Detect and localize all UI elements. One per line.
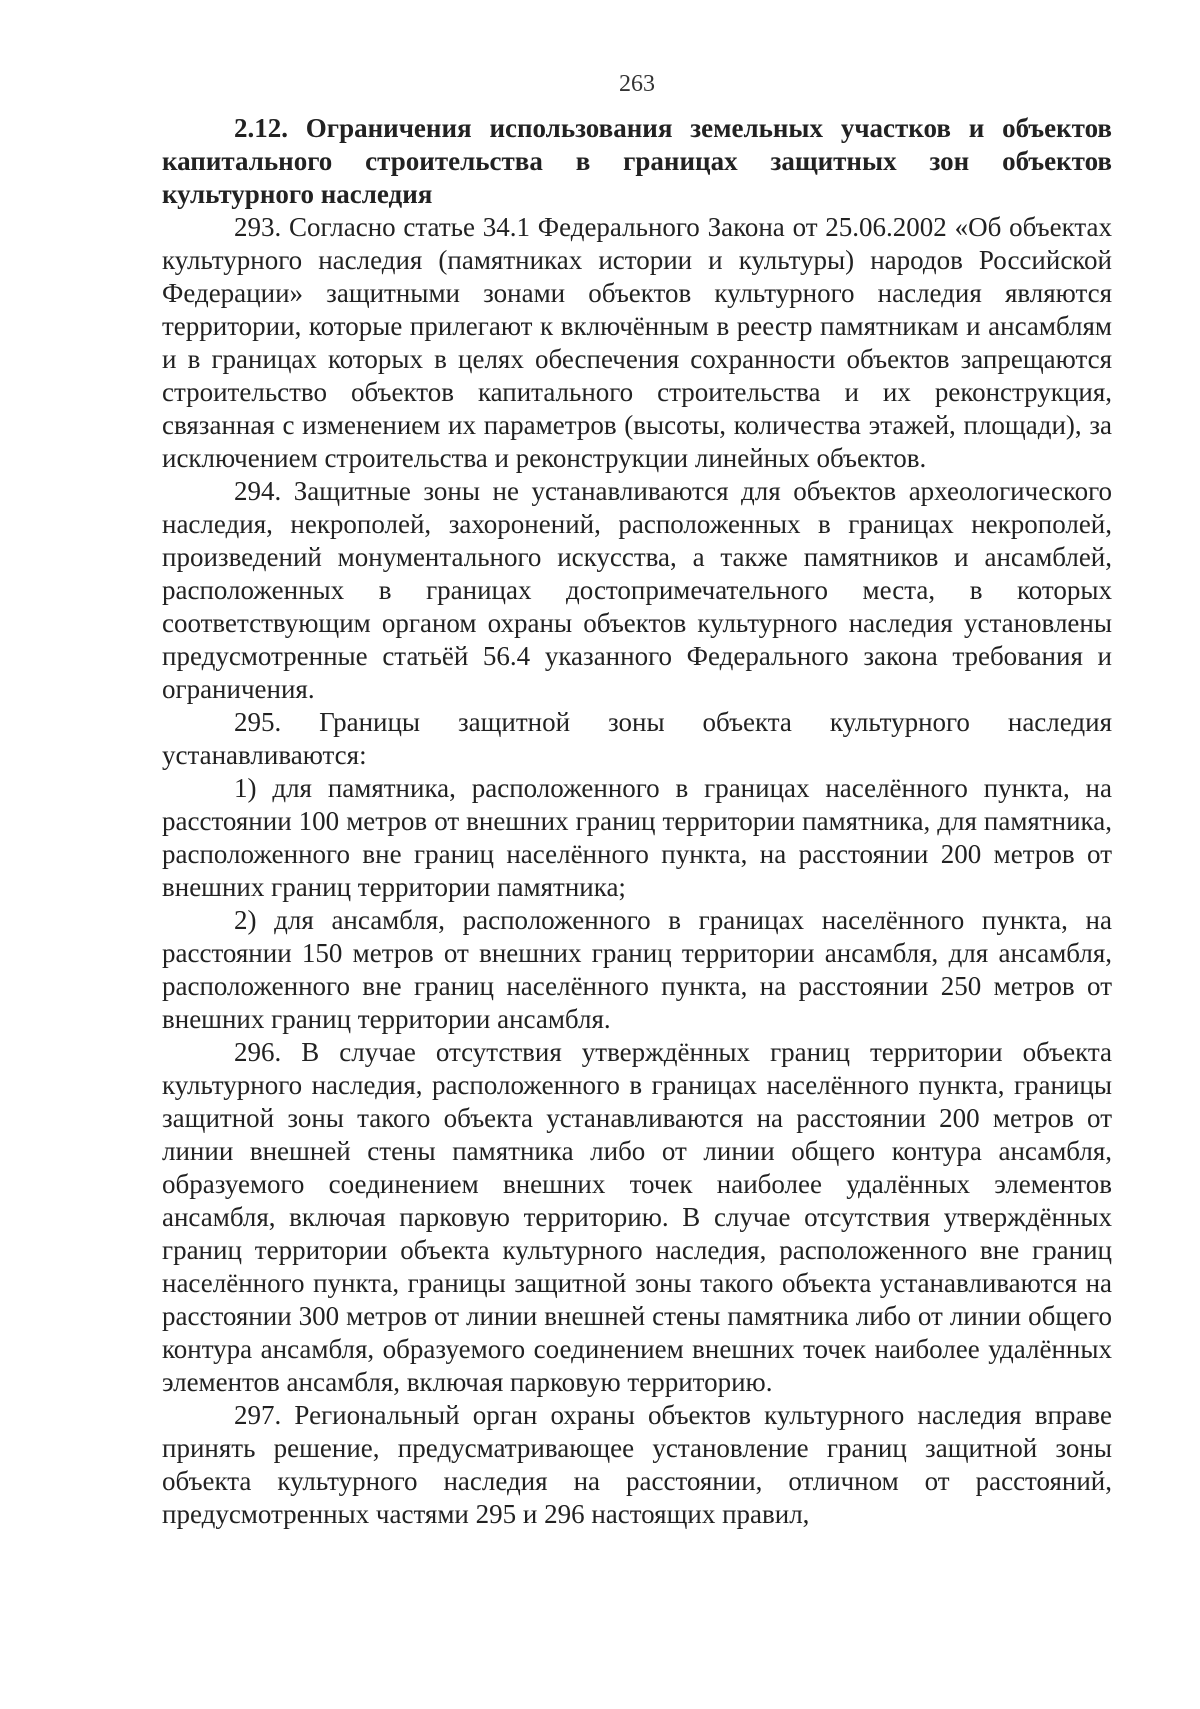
page-number: 263 bbox=[619, 71, 655, 97]
paragraph-294: 294. Защитные зоны не устанавливаются для объектов археологического наследия, некрополей, захоронений, расположенных в границах некрополей, произведений монументального искусства, а также памятников и ансамблей, расположенных в границах достопримечательного места, в которых соответствующим органом охраны объектов культурного наследия установлены предусмотренные статьёй 56.4 указанного Федерального закона требования и ограничения. bbox=[162, 476, 1112, 704]
list-item-1: 1) для памятника, расположенного в границах населённого пункта, на расстоянии 100 метров от внешних границ территории памятника, для памятника, расположенного вне границ населённого пункта, на расстоянии 200 метров от внешних границ территории памятника; bbox=[162, 773, 1112, 902]
paragraph-293: 293. Согласно статье 34.1 Федерального Закона от 25.06.2002 «Об объектах культурного наследия (памятниках истории и культуры) народов Российской Федерации» защитными зонами объектов культурного наследия являются территории, которые прилегают к включённым в реестр памятникам и ансамблям и в границах которых в целях обеспечения сохранности объектов запрещаются строительство объектов капитального строительства и их реконструкция, связанная с изменением их параметров (высоты, количества этажей, площади), за исключением строительства и реконструкции линейных объектов. bbox=[162, 212, 1112, 473]
paragraph-297: 297. Региональный орган охраны объектов культурного наследия вправе принять решение, предусматривающее установление границ защитной зоны объекта культурного наследия на расстоянии, отличном от расстояний, предусмотренных частями 295 и 296 настоящих правил, bbox=[162, 1400, 1112, 1529]
document-page bbox=[162, 70, 1112, 1531]
paragraph-296: 296. В случае отсутствия утверждённых границ территории объекта культурного наследия, расположенного в границах населённого пункта, границы защитной зоны такого объекта устанавливаются на расстоянии 200 метров от линии внешней стены памятника либо от линии общего контура ансамбля, образуемого соединением внешних точек наиболее удалённых элементов ансамбля, включая парковую территорию. В случае отсутствия утверждённых границ территории объекта культурного наследия, расположенного вне границ населённого пункта, границы защитной зоны такого объекта устанавливаются на расстоянии 300 метров от линии внешней стены памятника либо от линии общего контура ансамбля, образуемого соединением внешних точек наиболее удалённых элементов ансамбля, включая парковую территорию. bbox=[162, 1037, 1112, 1397]
list-item-2: 2) для ансамбля, расположенного в границах населённого пункта, на расстоянии 150 метров от внешних границ территории ансамбля, для ансамбля, расположенного вне границ населённого пункта, на расстоянии 250 метров от внешних границ территории ансамбля. bbox=[162, 905, 1112, 1034]
section-heading: 2.12. Ограничения использования земельных участков и объектов капитального строительства в границах защитных зон объектов культурного наследия bbox=[162, 113, 1112, 209]
paragraph-295: 295. Границы защитной зоны объекта культурного наследия устанавливаются: bbox=[162, 707, 1112, 770]
